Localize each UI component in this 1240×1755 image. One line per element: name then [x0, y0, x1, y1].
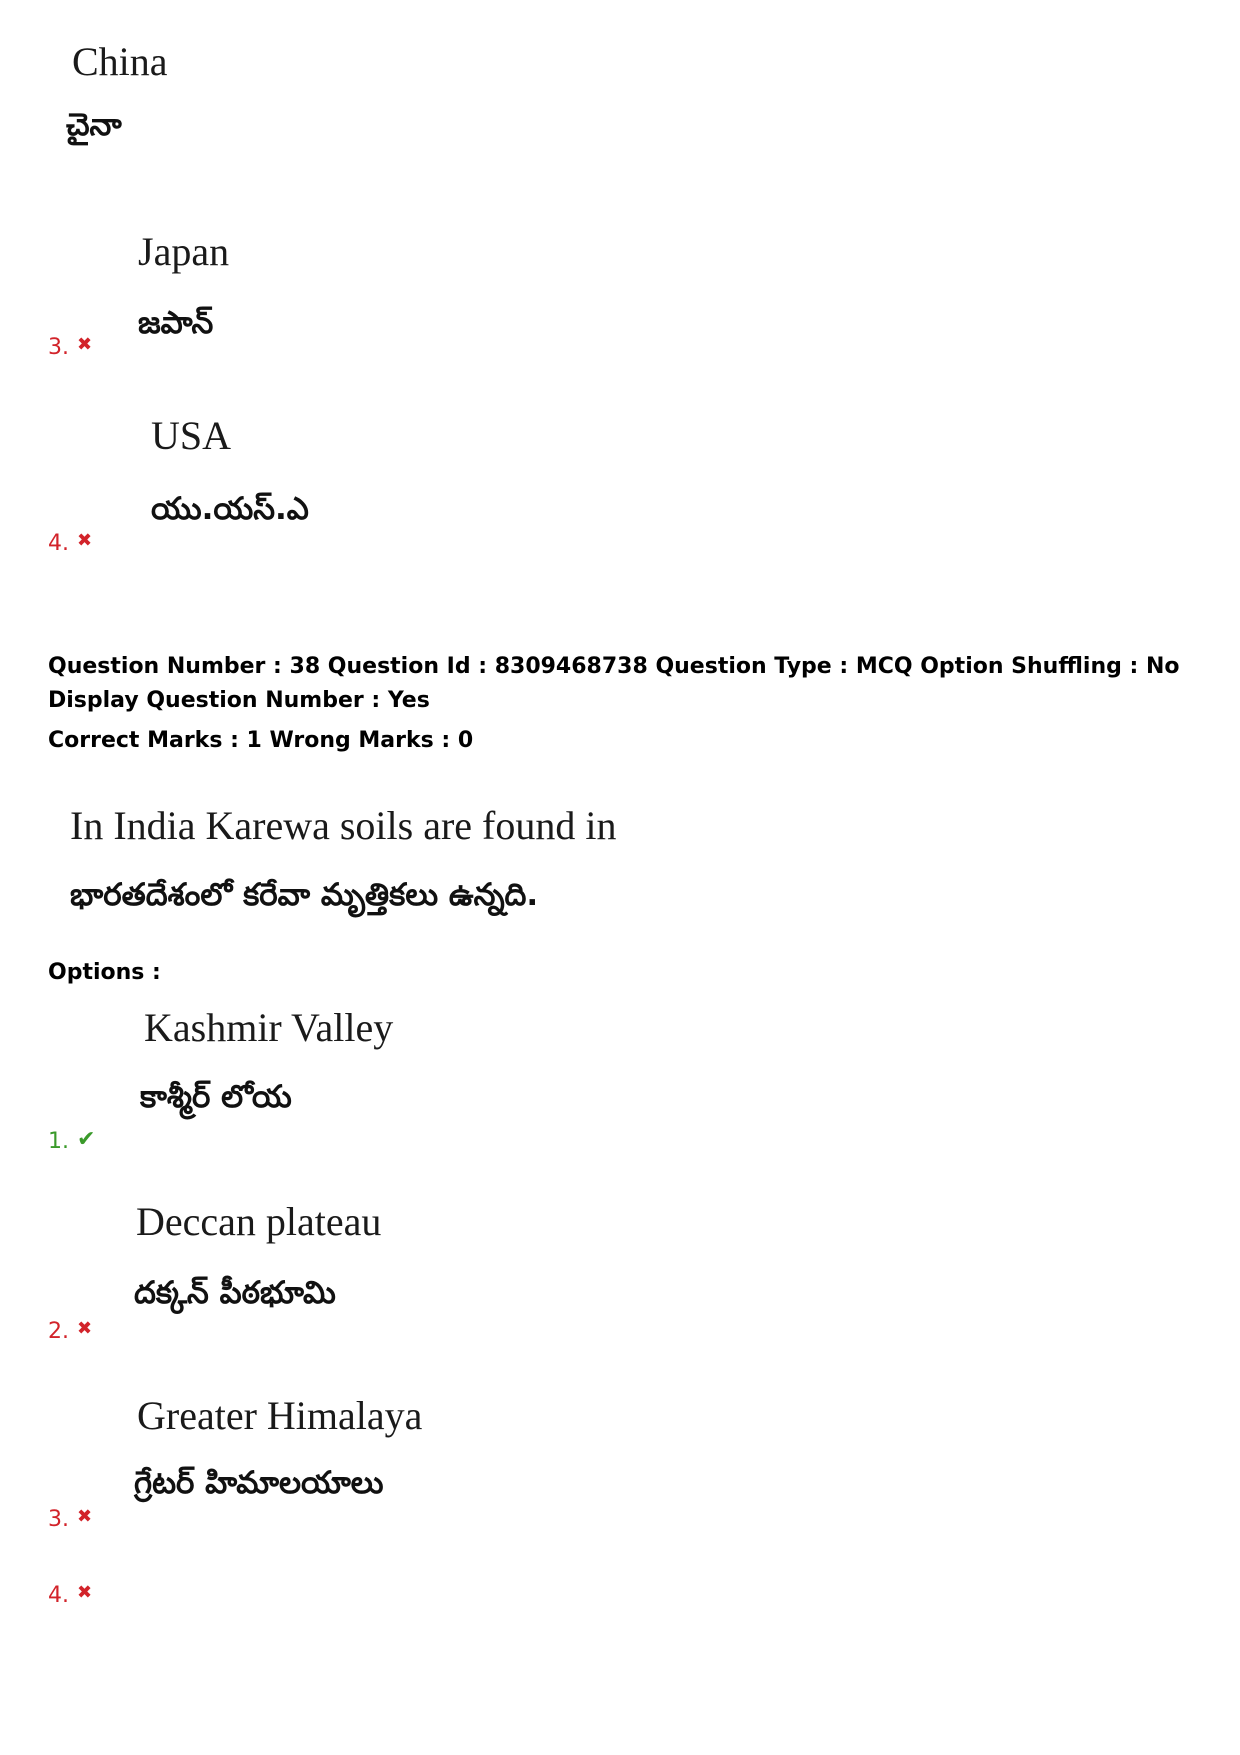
prev-option-3-english: Japan	[138, 229, 230, 274]
options-label: Options :	[48, 960, 161, 985]
option-number: 3.	[48, 1507, 69, 1532]
option-number: 3.	[48, 335, 69, 360]
wrong-mark-icon: ✖	[77, 1318, 93, 1339]
question-marks-line: Correct Marks : 1 Wrong Marks : 0	[48, 728, 474, 753]
correct-check-icon: ✔	[77, 1127, 96, 1152]
option-2-telugu: దక్కన్ పీఠభూమి	[134, 1275, 336, 1311]
option-3-marker	[48, 1508, 92, 1531]
option-number: 2.	[48, 1319, 69, 1344]
prev-option-4-telugu: యు.యస్.ఎ	[151, 491, 309, 527]
option-1-english: Kashmir Valley	[144, 1005, 394, 1050]
option-number: 1.	[48, 1129, 69, 1154]
option-2-english: Deccan plateau	[136, 1199, 382, 1244]
prev-option-3-telugu: జపాన్	[138, 305, 214, 341]
wrong-mark-icon: ✖	[77, 1582, 93, 1603]
wrong-mark-icon: ✖	[77, 334, 93, 355]
prev-option-4-marker	[48, 532, 92, 555]
wrong-mark-icon: ✖	[77, 1506, 93, 1527]
prev-option-4-english: USA	[151, 413, 232, 458]
option-number: 4.	[48, 531, 69, 556]
prev-option-2-telugu: చైనా	[66, 107, 122, 143]
option-3-telugu: గ్రేటర్ హిమాలయాలు	[134, 1465, 384, 1501]
wrong-mark-icon: ✖	[77, 530, 93, 551]
question-display-line: Display Question Number : Yes	[48, 688, 430, 713]
option-4-marker	[48, 1584, 92, 1607]
question-meta-line: Question Number : 38 Question Id : 8309468738 Question Type : MCQ Option Shuffling : No	[48, 654, 1180, 679]
option-number: 4.	[48, 1583, 69, 1608]
option-2-marker	[48, 1320, 92, 1343]
option-1-marker	[48, 1129, 95, 1153]
question-text-english: In India Karewa soils are found in	[70, 803, 617, 848]
question-text-telugu: భారతదేశంలో కరేవా మృత్తికలు ఉన్నది.	[70, 877, 539, 913]
prev-option-3-marker	[48, 336, 92, 359]
prev-option-2-english: China	[72, 39, 168, 84]
option-3-english: Greater Himalaya	[137, 1393, 423, 1438]
option-1-telugu: కాశ్మీర్ లోయ	[140, 1079, 292, 1115]
